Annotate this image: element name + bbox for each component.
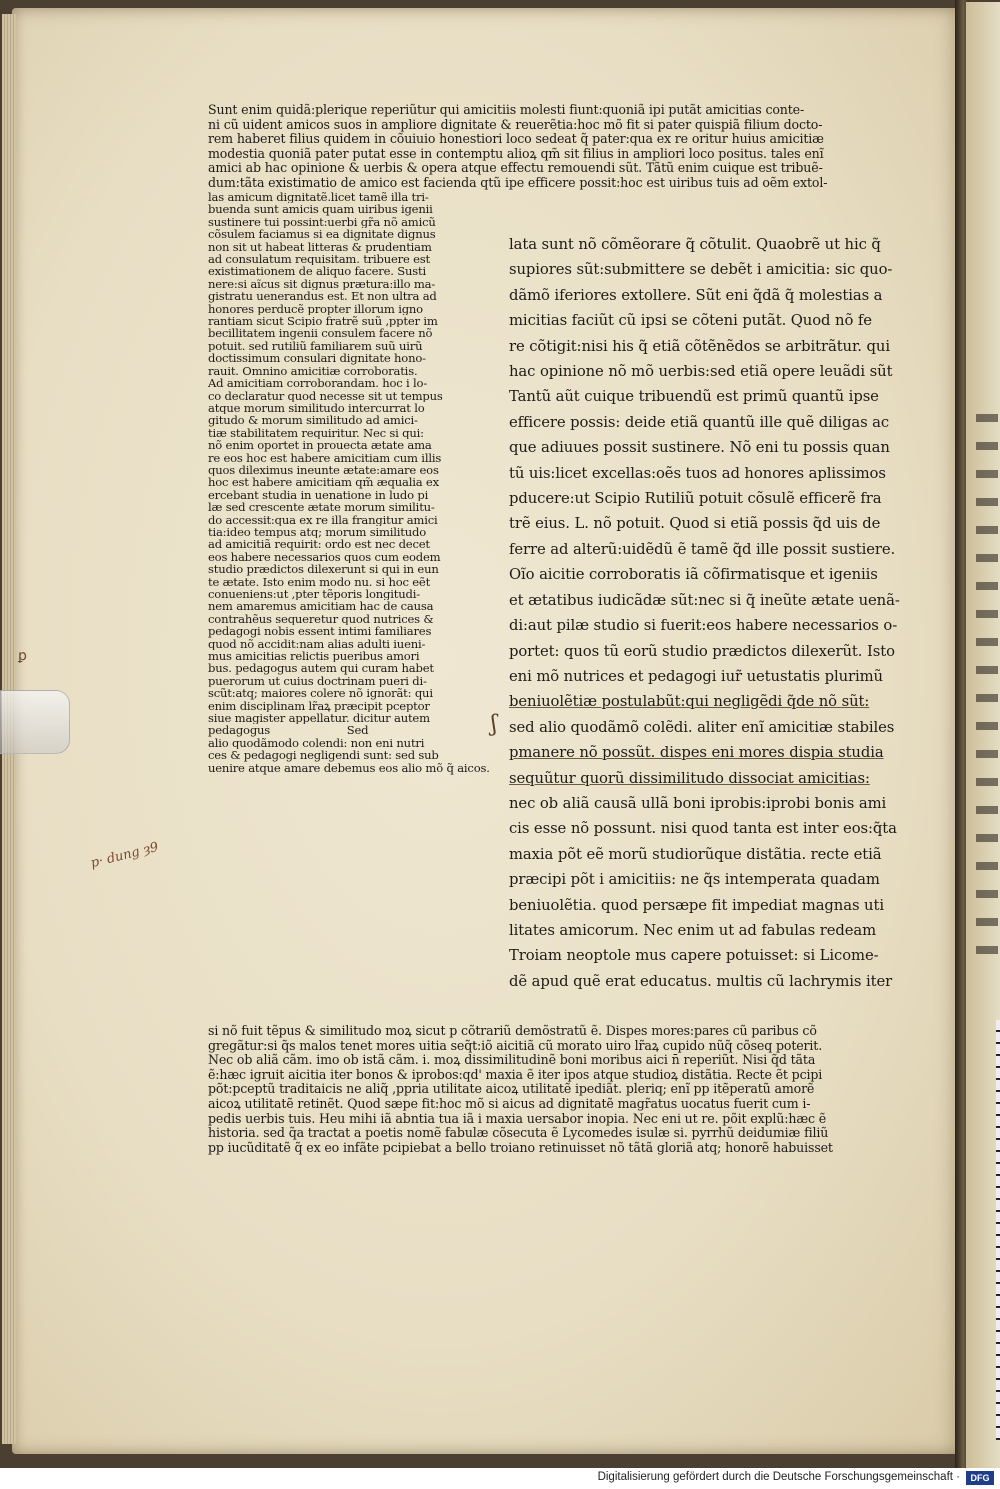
main-text-column — [509, 232, 911, 994]
main-text-line: di:aut pilæ studio si fuerit:eos habere necessarios o- — [509, 617, 898, 635]
gloss-line: enim disciplinam lr̃aꝝ præcipit pceptor — [208, 699, 430, 713]
gloss-line: eos habere necessarios quos cum eodem — [208, 550, 441, 564]
main-text-line: micitias faciũt cũ ipsi se cõteni putãt. Quod nõ fe — [509, 312, 872, 330]
handwritten-edge-mark: ꝑ — [18, 648, 27, 664]
handwritten-bracket-mark: ʃ — [491, 712, 497, 737]
main-text-line: portet: quos tũ eorũ studio prædictos dilexerũt. Isto — [509, 642, 895, 660]
commentary-line: põt:pceptũ traditaicis ne aliq̃ ,ppria utilitate aicoꝝ utilitatẽ ipediãt. pleriq; enĩ pp itẽperatũ amorẽ — [208, 1082, 815, 1097]
main-text-line: Tantũ aũt cuique tribuendũ est primũ quantũ ipse — [509, 388, 879, 406]
gloss-line: rantiam sicut Scipio fratrẽ suũ ,ppter im — [208, 315, 438, 328]
gloss-line: ad amicitiã requirit: ordo est nec decet — [208, 538, 430, 551]
gloss-line: nõ enim oportet in prouecta ætate ama — [208, 439, 432, 452]
gloss-line: alio quodãmodo colendi: non eni nutri — [208, 736, 425, 750]
main-text-line: que adiuues possit sustinere. Nõ eni tu possis quan — [509, 439, 890, 457]
gloss-line: existimationem de aliquo facere. Susti — [208, 265, 426, 278]
gloss-line: re eos hoc est habere amicitiam cum illis — [208, 451, 442, 464]
commentary-line: pedis uerbis tuis. Heu mihi iã abntia tua iã i maxia uersabor inopia. Nec eni ut re. põit explũ:hæc ẽ — [208, 1111, 827, 1126]
main-text-line: beniuolẽtiæ postulabũt:qui negligẽdi q̃de nõ sũt: — [509, 693, 870, 711]
commentary-line: rem haberet filius quidem in cõuiuio honestiori loco sedeat q̃ pater:qua ex re oritur huius amicitiæ — [208, 132, 824, 147]
gloss-line: siue magister appellatur. dicitur autem — [208, 712, 430, 725]
page-clip — [0, 690, 70, 754]
main-text-line: trẽ eius. L. nõ potuit. Quod si etiã possis q̃d uis de — [509, 515, 881, 533]
main-text-line: litates amicorum. Nec enim ut ad fabulas redeam — [509, 921, 877, 939]
gloss-column — [208, 191, 490, 775]
gloss-line: ad consulatum requisitam. tribuere est — [208, 253, 431, 266]
gloss-line: becillitatem ingenii consulem facere nõ — [208, 327, 433, 340]
gloss-line: non sit ut habeat litteras & prudentiam — [208, 240, 432, 254]
gloss-line: potuit. sed rutiliũ familiarem suũ uirũ — [208, 339, 423, 353]
gloss-line: rauit. Omnino amicitiæ corroboratis. — [208, 364, 418, 378]
main-text-line: efficere possis: deide etiã quantũ ille quẽ diligas ac — [509, 413, 890, 431]
gloss-line: nere:si aĩcus sit dignus prætura:illo ma- — [208, 277, 436, 291]
main-text-line: lata sunt nõ cõmẽorare q̃ cõtulit. Quaobrẽ ut hic q̃ — [509, 236, 881, 253]
main-text-line: et ætatibus iudicãdæ sũt:nec si q̃ ineũte ætate uenã- — [509, 591, 900, 609]
gloss-line: bus. pedagogus autem qui curam habet — [208, 662, 434, 675]
scan-ruler — [996, 1020, 1000, 1440]
gloss-line: tia:ideo tempus atq; morum similitudo — [208, 525, 427, 539]
commentary-line: amici ab hac opinione & uerbis & opera atque effectu remouendi sũt. Tãtũ enim cuique est tribuẽ- — [208, 161, 823, 176]
gloss-line: ces & pedagogi negligendi sunt: sed sub — [208, 749, 439, 762]
main-text-line: sequũtur quorũ dissimilitudo dissociat amicitias: — [509, 769, 870, 787]
gloss-line: cõsulem faciamus si ea dignitate dignus — [208, 228, 436, 241]
main-text-line: Oĩo aicitie corroboratis iã cõfirmatisque et igeniis — [509, 566, 878, 584]
gloss-line: te ætate. Isto enim modo nu. si hoc eẽt — [208, 575, 431, 588]
gloss-line: sustinere tui possint:uerbi gr̃a nõ amicũ — [208, 215, 436, 229]
commentary-line: aicoꝝ utilitatẽ retinẽt. Quod sæpe fit:hoc mõ si aicus ad dignitatẽ magr̃atus uocatus fuerit cum i- — [208, 1096, 811, 1111]
gloss-line: mus amicitias relictis pueribus amori — [208, 650, 420, 663]
main-text-line: dẽ apud quẽ erat educatus. multis cũ lachrymis iter — [509, 972, 893, 990]
gloss-line: quos dileximus ineunte ætate:amare eos — [208, 463, 439, 477]
gloss-line: conueniens:ut ,pter tẽporis longitudi- — [208, 588, 420, 601]
gloss-line: honores perducẽ propter illorum igno — [208, 302, 423, 316]
gloss-line: do accessit:qua ex re illa frangitur amici — [208, 513, 438, 526]
gloss-line: Ad amicitiam corroborandam. hoc i lo- — [208, 377, 428, 390]
gloss-line: gitudo & morum similitudo ad amici- — [208, 414, 418, 427]
gloss-line: contrahẽus sequeretur quod nutrices & — [208, 612, 434, 626]
commentary-line: ni cũ uident amicos suos in ampliore dignitate & reuerẽtia:hoc mõ fit si pater quispiã filium docto- — [208, 117, 823, 132]
main-text-line: re cõtigit:nisi his q̃ etiã cõtẽnẽdos se arbitrãtur. qui — [509, 337, 890, 355]
main-text-line: supiores sũt:submittere se debẽt i amicitia: sic quo- — [509, 261, 893, 279]
main-text-line: ferre ad alterũ:uidẽdũ ẽ tamẽ q̃d ille possit sustiere. — [509, 540, 896, 558]
commentary-line: modestia quoniã pater putat esse in contemptu alioꝝ qm̃ sit filius in ampliori loco positus. tales enĩ — [208, 146, 824, 161]
gloss-line: pedagogi nobis essent intimi familiares — [208, 625, 432, 638]
commentary-line: Nec ob aliã cãm. imo ob istã cãm. i. moꝝ dissimilitudinẽ boni moribus aici n̄ reperiũt. Nisi q̃d tãta — [208, 1053, 816, 1068]
main-text-line: Troiam neoptole mus capere potuisset: si Licome- — [509, 947, 879, 965]
main-text-line: eni mõ nutrices et pedagogi iur̃ uetustatis plurimũ — [509, 667, 883, 685]
commentary-line: dum:tãta existimatio de amico est facienda qtũ ipe efficere possit:hoc est uiribus tuis ad oẽm extol- — [208, 175, 828, 190]
main-text-line: nec ob aliã causã ullã boni iprobis:iprobi bonis ami — [509, 794, 887, 812]
gloss-line: buenda sunt amicis quam uiribus igenii — [208, 203, 433, 216]
main-text-line: cis esse nõ possunt. nisi quod tanta est inter eos:q̃ta — [509, 820, 897, 838]
main-text-line: tũ uis:licet excellas:oẽs tuos ad honores aplissimos — [509, 464, 886, 482]
gloss-line: co declaratur quod necesse sit ut tempus — [208, 389, 443, 402]
main-text-line: maxia põt eẽ morũ studiorũque distãtia. recte etiã — [509, 845, 882, 863]
main-text-line: dãmõ iferiores extollere. Sũt eni q̃dã q̃ molestias a — [509, 286, 883, 304]
main-text-line: pmanere nõ possũt. dispes eni mores dispia studia — [509, 744, 884, 762]
main-text-line: hac opinione nõ mõ uerbis:sed etiã opere leuãdi sũt — [509, 363, 893, 381]
commentary-line: ẽ:hæc igruit aicitia iter bonos & iprobos:qd' maxia ẽ iter ipos atque studioꝝ distãtia. Recte ẽt pcipi — [208, 1067, 823, 1082]
bottom-commentary — [208, 1024, 908, 1155]
digitization-footer — [0, 1468, 1000, 1489]
gloss-line: læ sed crescente ætate morum similitu- — [208, 501, 435, 514]
gloss-line: tiæ stabilitatem requiritur. Nec si qui: — [208, 426, 424, 440]
gloss-line: ercebant studia in uenatione in ludo pi — [208, 488, 429, 502]
top-commentary — [208, 103, 908, 191]
gloss-line: puerorum ut cuius doctrinam pueri di- — [208, 674, 427, 688]
gloss-line: las amicum dignitatẽ.licet tamẽ illa tri- — [208, 191, 429, 204]
commentary-line: historia. sed q̃a tractat a poetis nomẽ fabulæ cõsecuta ẽ Lycomedes isulæ si. pyrrhũ deidumiæ filiũ — [208, 1126, 829, 1141]
commentary-line: Sunt enim quidã:plerique reperiũtur qui amicitiis molesti fiunt:quoniã ipi putãt amicitias conte- — [208, 103, 805, 117]
dfg-logo: DFG — [966, 1471, 994, 1485]
commentary-line: si nõ fuit tẽpus & similitudo moꝝ sicut p cõtrariũ demõstratũ ẽ. Dispes mores:pares cũ paribus cõ — [208, 1024, 817, 1038]
gloss-line: scũt:atq; maiores colere nõ ignorãt: qui — [208, 687, 433, 700]
gloss-line: quod nõ accidit:nam alias adulti iueni- — [208, 637, 426, 651]
gloss-line: nem amaremus amicitiam hac de causa — [208, 600, 434, 613]
gloss-line: hoc est habere amicitiam qm̃ æqualia ex — [208, 476, 439, 489]
gloss-line: pedagogus Sed — [208, 724, 369, 737]
handwritten-margin-note: p· dung ȝ9 — [89, 839, 160, 872]
gloss-line: atque morum similitudo intercurrat lo — [208, 401, 425, 415]
gloss-line: doctissimum consulari dignitate hono- — [208, 352, 426, 365]
main-text-line: præcipi põt i amicitiis: ne q̃s intemperata quadam — [509, 871, 880, 889]
commentary-line: gregãtur:si q̃s malos tenet mores uitia seq̃t:iõ aicitiã cũ morato uiro lr̃aꝝ cupido nũq̃ cõseq poterit. — [208, 1038, 823, 1053]
main-text-line: beniuolẽtia. quod persæpe fit impediat magnas uti — [509, 896, 884, 914]
gloss-line: studio prædictos dilexerunt si qui in eun — [208, 563, 439, 576]
gloss-line: gistratu uenerandus est. Et non ultra ad — [208, 290, 437, 303]
facing-page-text — [976, 400, 998, 960]
footer-credit: Digitalisierung gefördert durch die Deutsche Forschungsgemeinschaft · — [597, 1471, 960, 1483]
main-text-line: pducere:ut Scipio Rutiliũ potuit cõsulẽ efficerẽ fra — [509, 490, 882, 508]
commentary-line: pp iucũditatẽ q̃ ex eo infãte pcipiebat a bello troiano retinuisset nõ tãtã gloriã atq; honorẽ habuisset — [208, 1140, 833, 1155]
main-text-line: sed alio quodãmõ colẽdi. aliter enĩ amicitiæ stabiles — [509, 718, 895, 736]
gloss-line: uenire atque amare debemus eos alio mõ q̃ aicos. — [208, 760, 490, 775]
